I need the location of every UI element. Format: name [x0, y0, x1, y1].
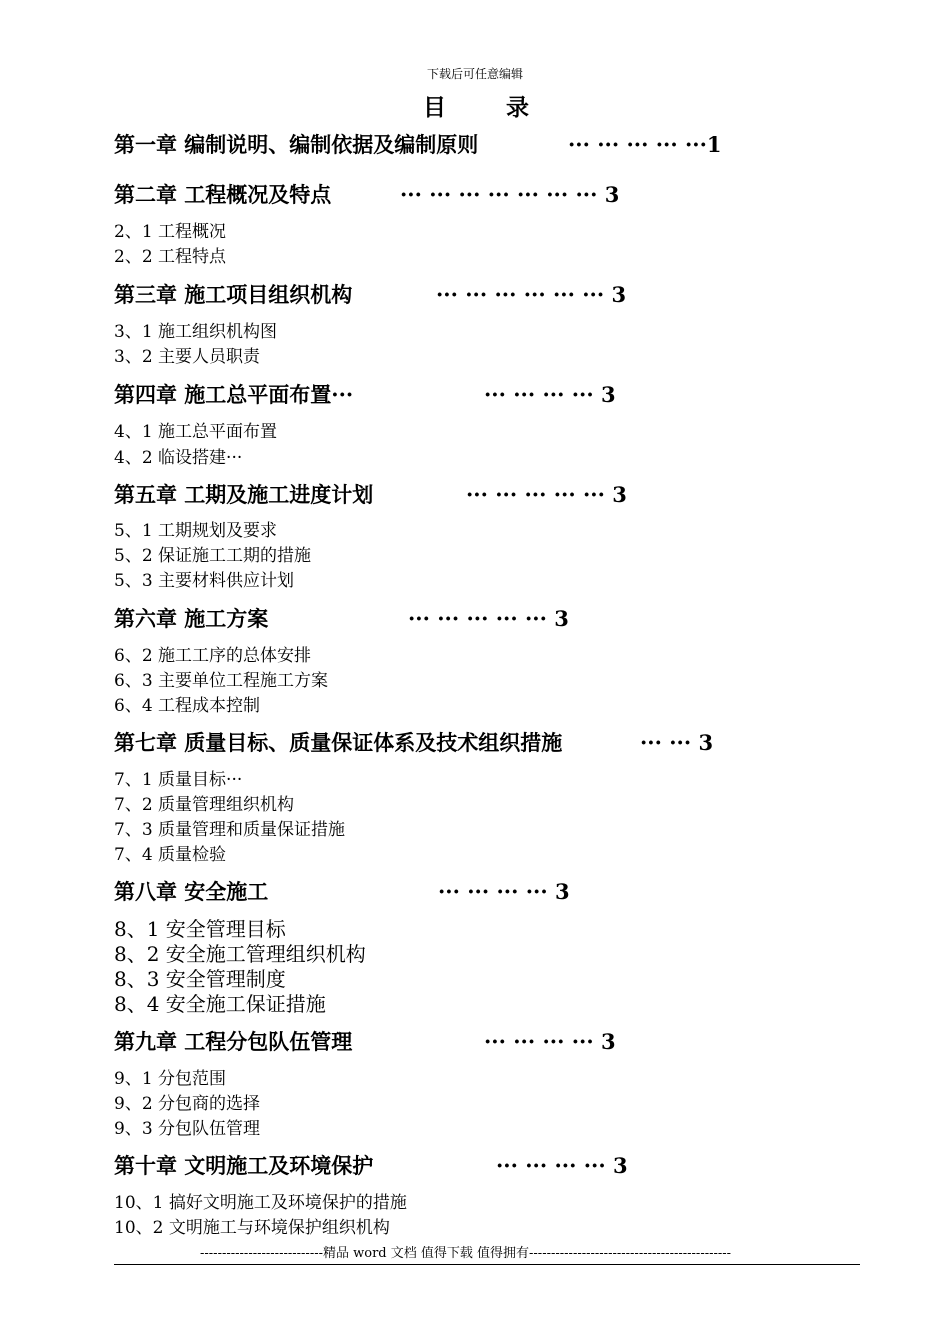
chapter-page-leader: ··· ··· ··· ··· ··· ··· ··· 3 — [400, 182, 620, 207]
chapter-label: 第九章 工程分包队伍管理 — [114, 1029, 353, 1054]
chapter-page-leader: ··· ··· ··· ··· 3 — [438, 879, 570, 904]
chapter-label: 第六章 施工方案 — [114, 606, 269, 631]
chapter-label: 第八章 安全施工 — [114, 879, 269, 904]
chapter-label: 第十章 文明施工及环境保护 — [114, 1153, 374, 1178]
chapter-7[interactable] — [114, 730, 714, 756]
section-item[interactable]: 2、1 工程概况 — [114, 222, 227, 242]
chapter-page-leader: ··· ··· ··· ··· 3 — [484, 1029, 616, 1054]
section-item[interactable]: 4、1 施工总平面布置 — [114, 422, 278, 442]
section-item[interactable]: 6、3 主要单位工程施工方案 — [114, 671, 329, 691]
chapter-label: 第三章 施工项目组织机构 — [114, 282, 353, 307]
section-item[interactable]: 5、3 主要材料供应计划 — [114, 571, 295, 591]
chapter-2[interactable] — [114, 182, 620, 208]
chapter-label: 第四章 施工总平面布置··· — [114, 382, 354, 407]
chapter-8[interactable] — [114, 879, 570, 905]
section-item[interactable]: 7、1 质量目标··· — [114, 770, 243, 790]
section-item[interactable]: 7、2 质量管理组织机构 — [114, 795, 295, 815]
section-item[interactable]: 9、1 分包范围 — [114, 1069, 227, 1089]
section-item[interactable]: 6、4 工程成本控制 — [114, 696, 261, 716]
chapter-label: 第五章 工期及施工进度计划 — [114, 482, 374, 507]
chapter-label: 第七章 质量目标、质量保证体系及技术组织措施 — [114, 730, 563, 755]
footer-note: ----------------------------精品 word 文档 值得下载 值得拥有---------------------------------------------- — [200, 1246, 732, 1261]
chapter-page-leader: ··· ··· ··· ··· 3 — [484, 382, 616, 407]
chapter-page-leader: ··· ··· 3 — [640, 730, 714, 755]
chapter-9[interactable] — [114, 1029, 616, 1055]
section-item[interactable]: 5、1 工期规划及要求 — [114, 521, 278, 541]
chapter-5[interactable] — [114, 482, 627, 508]
section-item[interactable]: 3、2 主要人员职责 — [114, 347, 261, 367]
chapter-page-leader: ··· ··· ··· ··· ··· 3 — [466, 482, 627, 507]
section-item[interactable]: 9、2 分包商的选择 — [114, 1094, 261, 1114]
footer-divider — [114, 1264, 860, 1265]
chapter-3[interactable] — [114, 282, 627, 308]
header-note: 下载后可任意编辑 — [426, 67, 523, 81]
section-item[interactable]: 10、2 文明施工与环境保护组织机构 — [114, 1218, 390, 1238]
section-item[interactable]: 3、1 施工组织机构图 — [114, 322, 278, 342]
section-item[interactable]: 5、2 保证施工工期的措施 — [114, 546, 312, 566]
chapter-6[interactable] — [114, 606, 569, 632]
section-item[interactable]: 8、1 安全管理目标 — [114, 917, 286, 941]
chapter-10[interactable] — [114, 1153, 628, 1179]
chapter-page-leader: ··· ··· ··· ··· ··· ··· 3 — [436, 282, 627, 307]
section-item[interactable]: 7、4 质量检验 — [114, 845, 227, 865]
chapter-page-leader: ··· ··· ··· ··· ··· 3 — [408, 606, 569, 631]
chapter-page-leader: ··· ··· ··· ··· ···1 — [568, 132, 722, 157]
section-item[interactable]: 8、2 安全施工管理组织机构 — [114, 942, 366, 966]
section-item[interactable]: 2、2 工程特点 — [114, 247, 227, 267]
chapter-4[interactable] — [114, 382, 616, 408]
section-item[interactable]: 8、4 安全施工保证措施 — [114, 992, 326, 1016]
chapter-1[interactable] — [114, 132, 722, 158]
section-item[interactable]: 10、1 搞好文明施工及环境保护的措施 — [114, 1193, 407, 1213]
section-item[interactable]: 9、3 分包队伍管理 — [114, 1119, 261, 1139]
page-title: 目 录 — [422, 94, 555, 121]
section-item[interactable]: 8、3 安全管理制度 — [114, 967, 286, 991]
chapter-page-leader: ··· ··· ··· ··· 3 — [496, 1153, 628, 1178]
chapter-label: 第二章 工程概况及特点 — [114, 182, 332, 207]
section-item[interactable]: 6、2 施工工序的总体安排 — [114, 646, 312, 666]
section-item[interactable]: 7、3 质量管理和质量保证措施 — [114, 820, 346, 840]
chapter-label: 第一章 编制说明、编制依据及编制原则 — [114, 132, 479, 157]
section-item[interactable]: 4、2 临设搭建··· — [114, 448, 243, 468]
